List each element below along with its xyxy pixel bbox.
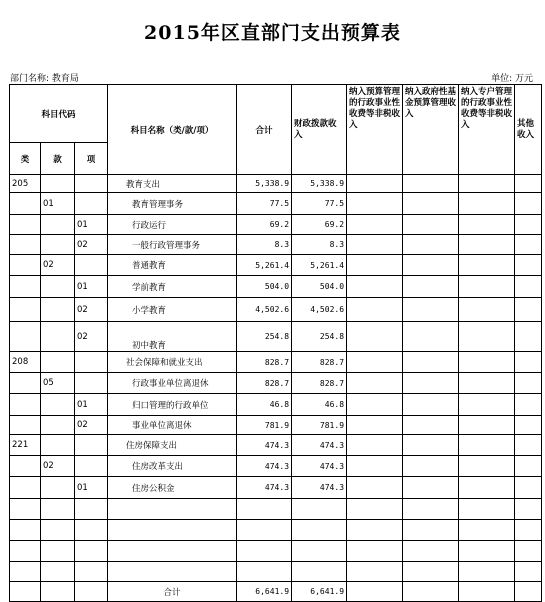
cell-empty <box>515 394 542 416</box>
cell-empty <box>459 520 515 541</box>
table-row <box>10 416 542 435</box>
cell-empty <box>459 175 515 193</box>
cell-empty <box>237 541 292 562</box>
cell-empty <box>459 298 515 322</box>
cell-empty <box>515 562 542 582</box>
cell-empty <box>515 477 542 499</box>
cell-xiang: 02 <box>75 235 108 255</box>
cell-xiang <box>75 175 108 193</box>
cell-total: 474.3 <box>237 456 292 477</box>
cell-empty <box>347 298 403 322</box>
cell-empty <box>459 394 515 416</box>
cell-kuan <box>41 322 75 352</box>
cell-empty <box>347 562 403 582</box>
cell-empty <box>347 499 403 520</box>
cell-empty <box>347 193 403 215</box>
cell-total: 474.3 <box>237 477 292 499</box>
table-row-empty <box>10 499 542 520</box>
cell-total: 4,502.6 <box>237 298 292 322</box>
cell-empty <box>515 175 542 193</box>
cell-fiscal: 474.3 <box>292 477 347 499</box>
cell-xiang: 02 <box>75 322 108 352</box>
cell-empty <box>459 322 515 352</box>
cell-empty <box>403 298 459 322</box>
cell-fiscal: 828.7 <box>292 352 347 373</box>
cell-kuan <box>41 435 75 456</box>
cell-empty <box>403 499 459 520</box>
cell-empty <box>292 541 347 562</box>
cell-lei: 208 <box>10 352 41 373</box>
cell-empty <box>459 352 515 373</box>
cell-kuan <box>41 175 75 193</box>
cell-empty <box>10 499 41 520</box>
cell-empty <box>459 582 515 602</box>
cell-empty <box>515 456 542 477</box>
cell-xiang: 02 <box>75 298 108 322</box>
cell-fiscal: 5,261.4 <box>292 255 347 276</box>
cell-empty <box>75 562 108 582</box>
cell-lei <box>10 394 41 416</box>
cell-fiscal: 781.9 <box>292 416 347 435</box>
page-title: 2015年区直部门支出预算表 <box>144 22 401 44</box>
cell-empty <box>403 193 459 215</box>
cell-empty <box>403 255 459 276</box>
cell-empty <box>403 456 459 477</box>
cell-empty <box>403 435 459 456</box>
cell-empty <box>292 562 347 582</box>
cell-lei <box>10 477 41 499</box>
cell-empty <box>347 352 403 373</box>
cell-total: 69.2 <box>237 215 292 235</box>
cell-empty <box>515 416 542 435</box>
cell-empty <box>75 541 108 562</box>
cell-empty <box>347 582 403 602</box>
table-row <box>10 394 542 416</box>
header-xiang: 项 <box>75 143 108 175</box>
cell-empty <box>515 298 542 322</box>
cell-empty <box>41 520 75 541</box>
cell-fiscal: 8.3 <box>292 235 347 255</box>
cell-name: 住房保障支出 <box>108 435 237 456</box>
cell-empty <box>515 435 542 456</box>
cell-empty <box>347 541 403 562</box>
cell-empty <box>347 215 403 235</box>
cell-xiang <box>75 456 108 477</box>
cell-name: 普通教育 <box>108 255 237 276</box>
cell-xiang: 01 <box>75 276 108 298</box>
cell-empty <box>403 394 459 416</box>
cell-lei <box>10 298 41 322</box>
header-col-b: 纳入政府性基金预算管理收入 <box>403 85 459 175</box>
table-row-empty <box>10 541 542 562</box>
header-code: 科目代码 <box>10 85 108 143</box>
cell-name: 教育支出 <box>108 175 237 193</box>
cell-total: 828.7 <box>237 352 292 373</box>
cell-kuan <box>41 416 75 435</box>
header-lei: 类 <box>10 143 41 175</box>
cell-empty <box>10 541 41 562</box>
cell-lei <box>10 215 41 235</box>
cell-empty <box>347 416 403 435</box>
cell-empty <box>292 520 347 541</box>
cell-empty <box>515 541 542 562</box>
table-row <box>10 276 542 298</box>
cell-empty <box>403 215 459 235</box>
cell-empty <box>237 520 292 541</box>
cell-empty <box>347 435 403 456</box>
cell-empty <box>515 255 542 276</box>
cell-empty <box>108 562 237 582</box>
cell-empty <box>403 582 459 602</box>
cell-lei: 205 <box>10 175 41 193</box>
cell-kuan: 02 <box>41 456 75 477</box>
cell-fiscal: 828.7 <box>292 373 347 394</box>
cell-empty <box>459 541 515 562</box>
cell-empty <box>459 373 515 394</box>
cell-total: 474.3 <box>237 435 292 456</box>
header-total: 合计 <box>237 85 292 175</box>
cell-empty <box>347 235 403 255</box>
cell-xiang: 02 <box>75 416 108 435</box>
cell-total: 77.5 <box>237 193 292 215</box>
total-fiscal: 6,641.9 <box>292 582 347 602</box>
cell-lei <box>10 322 41 352</box>
cell-lei <box>10 456 41 477</box>
cell-empty <box>10 520 41 541</box>
cell-kuan <box>41 477 75 499</box>
cell-lei: 221 <box>10 435 41 456</box>
table-row <box>10 255 542 276</box>
cell-fiscal: 69.2 <box>292 215 347 235</box>
cell-name: 行政运行 <box>108 215 237 235</box>
unit-label: 单位: 万元 <box>491 74 533 84</box>
cell-empty <box>515 215 542 235</box>
cell-lei <box>10 235 41 255</box>
cell-empty <box>75 520 108 541</box>
cell-empty <box>403 562 459 582</box>
cell-name: 一般行政管理事务 <box>108 235 237 255</box>
cell-kuan <box>41 298 75 322</box>
cell-empty <box>292 499 347 520</box>
cell-empty <box>41 541 75 562</box>
cell-name: 小学教育 <box>108 298 237 322</box>
cell-name: 归口管理的行政单位 <box>108 394 237 416</box>
cell-empty <box>403 322 459 352</box>
cell-empty <box>403 520 459 541</box>
cell-name: 社会保障和就业支出 <box>108 352 237 373</box>
cell-xiang <box>75 352 108 373</box>
cell-total: 5,338.9 <box>237 175 292 193</box>
cell-empty <box>459 435 515 456</box>
cell-empty <box>403 541 459 562</box>
total-row <box>10 582 542 602</box>
cell-kuan: 05 <box>41 373 75 394</box>
cell-empty <box>459 456 515 477</box>
cell-empty <box>108 520 237 541</box>
table-row <box>10 235 542 255</box>
cell-empty <box>347 456 403 477</box>
cell-empty <box>403 477 459 499</box>
cell-lei <box>10 373 41 394</box>
cell-xiang <box>75 435 108 456</box>
total-name: 合计 <box>108 582 237 602</box>
cell-lei <box>10 276 41 298</box>
cell-lei <box>10 416 41 435</box>
cell-total: 254.8 <box>237 322 292 352</box>
cell-empty <box>41 582 75 602</box>
cell-xiang <box>75 373 108 394</box>
cell-empty <box>347 394 403 416</box>
total-total: 6,641.9 <box>237 582 292 602</box>
cell-xiang <box>75 255 108 276</box>
table-row <box>10 298 542 322</box>
cell-name: 住房公积金 <box>108 477 237 499</box>
cell-empty <box>347 477 403 499</box>
cell-fiscal: 4,502.6 <box>292 298 347 322</box>
cell-lei <box>10 255 41 276</box>
cell-empty <box>515 352 542 373</box>
cell-fiscal: 504.0 <box>292 276 347 298</box>
cell-empty <box>459 235 515 255</box>
cell-empty <box>515 520 542 541</box>
cell-xiang: 01 <box>75 394 108 416</box>
cell-fiscal: 46.8 <box>292 394 347 416</box>
cell-empty <box>41 499 75 520</box>
cell-fiscal: 474.3 <box>292 435 347 456</box>
table-row <box>10 322 542 352</box>
table-row-empty <box>10 562 542 582</box>
cell-total: 781.9 <box>237 416 292 435</box>
cell-fiscal: 474.3 <box>292 456 347 477</box>
cell-empty <box>108 499 237 520</box>
cell-xiang: 01 <box>75 215 108 235</box>
table-row <box>10 352 542 373</box>
cell-name: 学前教育 <box>108 276 237 298</box>
cell-total: 504.0 <box>237 276 292 298</box>
cell-kuan: 02 <box>41 255 75 276</box>
cell-total: 8.3 <box>237 235 292 255</box>
cell-fiscal: 254.8 <box>292 322 347 352</box>
cell-empty <box>515 276 542 298</box>
header-col-d: 其他收入 <box>515 85 542 175</box>
header-col-a: 纳入预算管理的行政事业性收费等非税收入 <box>347 85 403 175</box>
cell-empty <box>459 193 515 215</box>
cell-kuan <box>41 235 75 255</box>
cell-empty <box>41 562 75 582</box>
cell-kuan: 01 <box>41 193 75 215</box>
cell-name: 行政事业单位离退休 <box>108 373 237 394</box>
cell-name: 事业单位离退休 <box>108 416 237 435</box>
cell-kuan <box>41 394 75 416</box>
cell-empty <box>347 255 403 276</box>
header-name: 科目名称（类/款/项） <box>108 85 237 175</box>
cell-empty <box>237 562 292 582</box>
cell-empty <box>347 373 403 394</box>
cell-empty <box>237 499 292 520</box>
cell-empty <box>403 373 459 394</box>
cell-empty <box>403 276 459 298</box>
cell-empty <box>459 215 515 235</box>
table-row <box>10 373 542 394</box>
table-row <box>10 193 542 215</box>
table-row <box>10 435 542 456</box>
cell-kuan <box>41 215 75 235</box>
department-label: 部门名称: 教育局 <box>10 74 79 84</box>
cell-empty <box>347 276 403 298</box>
table-row <box>10 477 542 499</box>
cell-empty <box>459 499 515 520</box>
cell-empty <box>459 562 515 582</box>
cell-empty <box>459 416 515 435</box>
table-row <box>10 175 542 193</box>
cell-total: 46.8 <box>237 394 292 416</box>
cell-total: 828.7 <box>237 373 292 394</box>
table-row <box>10 215 542 235</box>
cell-fiscal: 5,338.9 <box>292 175 347 193</box>
cell-empty <box>515 235 542 255</box>
cell-empty <box>515 322 542 352</box>
cell-empty <box>403 416 459 435</box>
cell-empty <box>75 582 108 602</box>
cell-empty <box>10 562 41 582</box>
cell-name: 住房改革支出 <box>108 456 237 477</box>
cell-kuan <box>41 352 75 373</box>
cell-empty <box>108 541 237 562</box>
budget-table <box>9 84 542 602</box>
header-col-c: 纳入专户管理的行政事业性收费等非税收入 <box>459 85 515 175</box>
header-kuan: 款 <box>41 143 75 175</box>
cell-empty <box>403 175 459 193</box>
table-row <box>10 456 542 477</box>
cell-empty <box>75 499 108 520</box>
cell-lei <box>10 193 41 215</box>
cell-name: 教育管理事务 <box>108 193 237 215</box>
header-fiscal: 财政拨款收入 <box>292 85 347 175</box>
cell-total: 5,261.4 <box>237 255 292 276</box>
cell-empty <box>347 175 403 193</box>
cell-empty <box>347 520 403 541</box>
cell-empty <box>10 582 41 602</box>
cell-name: 初中教育 <box>108 322 237 352</box>
table-row-empty <box>10 520 542 541</box>
cell-empty <box>403 235 459 255</box>
cell-empty <box>347 322 403 352</box>
cell-empty <box>515 193 542 215</box>
cell-empty <box>403 352 459 373</box>
cell-empty <box>515 582 542 602</box>
cell-kuan <box>41 276 75 298</box>
cell-empty <box>459 255 515 276</box>
cell-xiang: 01 <box>75 477 108 499</box>
cell-fiscal: 77.5 <box>292 193 347 215</box>
cell-empty <box>515 373 542 394</box>
cell-empty <box>459 276 515 298</box>
cell-empty <box>515 499 542 520</box>
cell-empty <box>459 477 515 499</box>
cell-xiang <box>75 193 108 215</box>
